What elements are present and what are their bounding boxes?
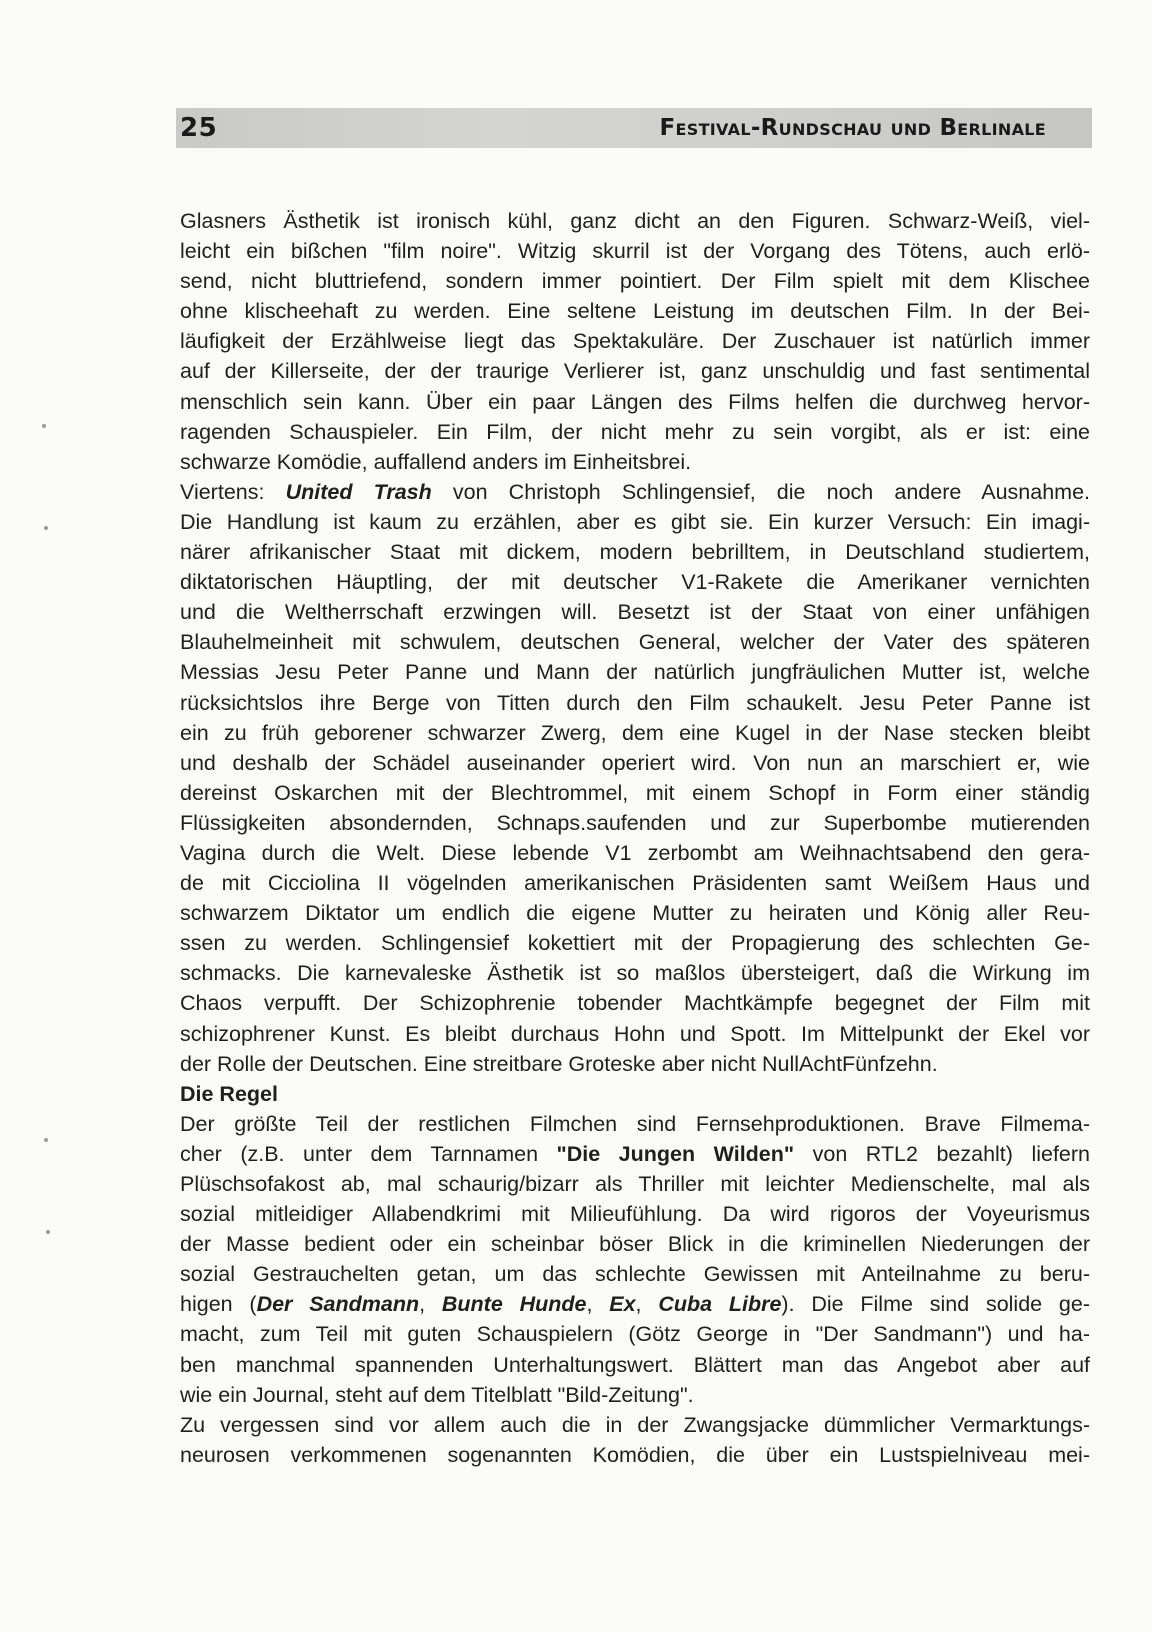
running-header [176, 108, 1092, 148]
text-line: Messias Jesu Peter Panne und Mann der natürlich jungfräulichen Mutter ist, welche [180, 660, 1090, 685]
text-line: der Rolle der Deutschen. Eine streitbare Groteske aber nicht NullAchtFünfzehn. [180, 1051, 938, 1076]
text-line [180, 1289, 1090, 1319]
text-line: Die Handlung ist kaum zu erzählen, aber es gibt sie. Ein kurzer Versuch: Ein imagi- [180, 509, 1090, 534]
text-line: menschlich sein kann. Über ein paar Längen des Films helfen die durchweg hervor- [180, 389, 1090, 414]
text-run: von RTL2 bezahlt) liefern [794, 1141, 1091, 1166]
text-line: und deshalb der Schädel auseinander operiert wird. Von nun an marschiert er, wie [180, 750, 1090, 775]
text-line: ohne klischeehaft zu werden. Eine seltene Leistung im deutschen Film. In der Bei- [180, 299, 1090, 324]
text-line: läufigkeit der Erzählweise liegt das Spektakuläre. Der Zuschauer ist natürlich immer [180, 329, 1090, 354]
text-line: ragenden Schauspieler. Ein Film, der nicht mehr zu sein vorgibt, als er ist: eine [180, 419, 1090, 444]
text-line: der Masse bedient oder ein scheinbar böser Blick in die kriminellen Niederungen der [180, 1232, 1090, 1257]
film-title: United Trash [285, 479, 432, 504]
text-line: Plüschsofakost ab, mal schaurig/bizarr als Thriller mit leichter Medienschelte, mal als [180, 1172, 1090, 1196]
text-line: rücksichtslos ihre Berge von Titten durch den Film schaukelt. Jesu Peter Panne ist [180, 690, 1090, 715]
text-line: ben manchmal spannenden Unterhaltungswert. Blättert man das Angebot aber auf [180, 1352, 1090, 1377]
text-line: schizophrener Kunst. Es bleibt durchaus Hohn und Spott. Im Mittelpunkt der Ekel vor [180, 1021, 1090, 1046]
film-title: Der Sandmann [256, 1292, 420, 1317]
text-line: dereinst Oskarchen mit der Blechtrommel, mit einem Schopf in Form einer ständig [180, 780, 1090, 805]
text-line: närer afrikanischer Staat mit dickem, modern bebrilltem, in Deutschland studiertem, [180, 540, 1090, 565]
text-line: schmacks. Die karnevaleske Ästhetik ist so maßlos übersteigert, daß die Wirkung im [180, 961, 1090, 986]
text-line: sozial mitleidiger Allabendkrimi mit Milieufühlung. Da wird rigoros der Voyeurismus [180, 1202, 1090, 1227]
text-run: ). Die Filme sind solide ge- [781, 1292, 1090, 1317]
text-run: cher (z.B. unter dem Tarnnamen [180, 1141, 557, 1166]
text-run: Viertens: [180, 479, 286, 504]
text-line: leicht ein bißchen "film noire". Witzig skurril ist der Vorgang des Tötens, auch erlö- [180, 239, 1090, 264]
text-line: wie ein Journal, steht auf dem Titelblatt "Bild-Zeitung". [180, 1382, 694, 1407]
text-line: neurosen verkommenen sogenannten Komödien, die über ein Lustspielniveau mei- [180, 1442, 1090, 1467]
text-line: ssen zu werden. Schlingensief kokettiert mit der Propagierung des schlechten Ge- [180, 931, 1090, 956]
paragraph-die-regel [180, 1109, 1090, 1410]
film-title: Cuba Libre [658, 1292, 782, 1317]
text-line: schwarzem Diktator um endlich die eigene Mutter zu heiraten und König aller Reu- [180, 901, 1090, 926]
text-line: Blauhelmeinheit mit schwulem, deutschen General, welcher der Vater des späteren [180, 630, 1090, 655]
film-title: Ex [609, 1292, 636, 1317]
text-line: Chaos verpufft. Der Schizophrenie tobender Machtkämpfe begegnet der Film mit [180, 991, 1090, 1016]
text-line: schwarze Komödie, auffallend anders im Einheitsbrei. [180, 449, 692, 474]
paragraph-united-trash [180, 477, 1090, 1079]
text-line: ein zu früh geborener schwarzer Zwerg, dem eine Kugel in der Nase stecken bleibt [180, 720, 1090, 745]
paragraph-komoedien [180, 1410, 1090, 1470]
section-heading: Die Regel [180, 1081, 278, 1106]
text-line: Flüssigkeiten absondernden, Schnaps.saufenden und zur Superbombe mutierenden [180, 810, 1090, 835]
text-run: , [586, 1292, 610, 1317]
bold-name: "Die Jungen Wilden" [556, 1141, 795, 1166]
text-line: macht, zum Teil mit guten Schauspielern (Götz George in "Der Sandmann") und ha- [180, 1322, 1090, 1347]
running-title: Festival-Rundschau und Berlinale [659, 115, 1046, 141]
text-line: send, nicht bluttriefend, sondern immer pointiert. Der Film spielt mit dem Klischee [180, 269, 1090, 294]
margin-speck [42, 424, 46, 428]
text-run: , [635, 1292, 659, 1317]
paragraph-glasner [180, 206, 1090, 477]
text-line [180, 1139, 1090, 1169]
text-run: higen ( [180, 1292, 257, 1317]
text-line: Der größte Teil der restlichen Filmchen sind Fernsehproduktionen. Brave Filmema- [180, 1111, 1090, 1136]
text-run: von Christoph Schlingensief, die noch andere Ausnahme. [431, 479, 1091, 504]
margin-speck [44, 1138, 48, 1142]
text-line: diktatorischen Häuptling, der mit deutscher V1-Rakete die Amerikaner vernichten [180, 570, 1090, 595]
text-line: Zu vergessen sind vor allem auch die in der Zwangsjacke dümmlicher Vermarktungs- [180, 1412, 1090, 1437]
body-text [180, 206, 1090, 1470]
text-line: de mit Cicciolina II vögelnden amerikanischen Präsidenten samt Weißem Haus und [180, 871, 1090, 896]
film-title: Bunte Hunde [441, 1292, 587, 1317]
text-line [180, 477, 1090, 507]
text-run: , [419, 1292, 442, 1317]
text-line: Vagina durch die Welt. Diese lebende V1 zerbombt am Weihnachtsabend den gera- [180, 840, 1090, 865]
margin-speck [44, 526, 48, 530]
text-line: und die Weltherrschaft erzwingen will. Besetzt ist der Staat von einer unfähigen [180, 600, 1090, 625]
text-line: auf der Killerseite, der der traurige Verlierer ist, ganz unschuldig und fast sentimental [180, 359, 1090, 384]
text-line: sozial Gestrauchelten getan, um das schlechte Gewissen mit Anteilnahme zu beru- [180, 1262, 1090, 1287]
page-number: 25 [180, 113, 218, 143]
text-line: Glasners Ästhetik ist ironisch kühl, ganz dicht an den Figuren. Schwarz-Weiß, viel- [180, 209, 1090, 233]
margin-speck [46, 1230, 50, 1234]
